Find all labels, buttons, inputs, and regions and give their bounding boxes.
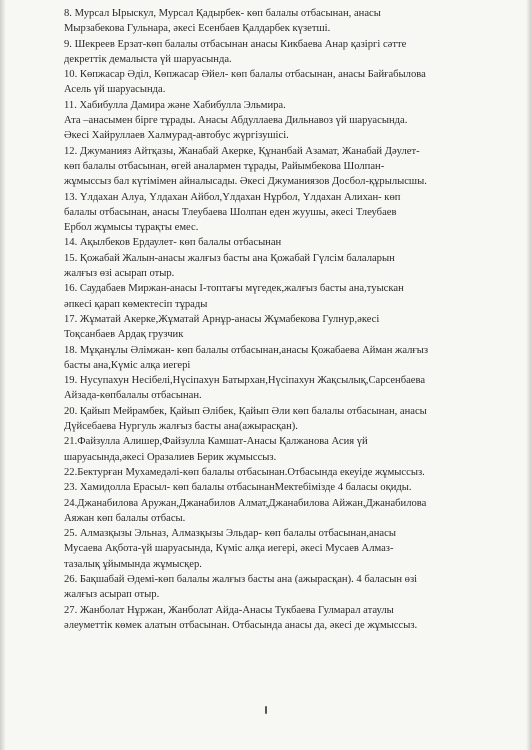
entry-line: Мусаева Ақбота-үй шаруасында, Күміс алқа иегері, әкесі Мусаев Алмаз- — [64, 543, 394, 555]
entry-line: 25. Алмазқызы Эльназ, Алмазқызы Эльдар- көп балалы отбасынан,анасы — [64, 528, 396, 540]
entry-line: Әкесі Хайруллаев Халмурад-автобус жүргізушісі. — [64, 130, 289, 142]
list-entry — [64, 251, 504, 282]
entry-line: 18. Мұқанұлы Әлімжан- көп балалы отбасынан,анасы Қожабаева Айман жалғыз — [64, 344, 429, 356]
scan-mark — [265, 706, 267, 714]
list-entry — [64, 404, 504, 435]
entry-line: Аяжан көп балалы отбасы. — [64, 512, 186, 524]
entry-line: 23. Хамидолла Ерасыл- көп балалы отбасынанМектебімізде 4 баласы оқиды. — [64, 482, 412, 494]
list-entry — [64, 312, 504, 343]
entry-line: әпкесі қарап көмектесіп тұрады — [64, 298, 208, 310]
entry-line: 16. Саудабаев Миржан-анасы І-топтағы мүгедек,жалғыз басты ана,туыскан — [64, 283, 404, 295]
entry-line: Ата –анасымен бірге тұрады. Анасы Абдуллаева Дильнавоз үй шаруасында. — [64, 115, 408, 127]
entry-line: жалғыз асырап отыр. — [64, 589, 160, 601]
entry-line: басты ана,Күміс алқа иегері — [64, 359, 191, 371]
entry-line: 15. Қожабай Жалын-анасы жалғыз басты ана Қожабай Гүлсім балаларын — [64, 252, 395, 264]
scan-shadow-left — [0, 0, 6, 750]
list-entry — [64, 6, 504, 37]
entry-line: 26. Бақшабай Әдемі-көп балалы жалғыз басты ана (ажырасқан). 4 баласын өзі — [64, 573, 418, 585]
entry-line: жұмыссыз бал күтімімен айналысады. Әкесі Джуманиязов Досбол-құрылысшы. — [64, 176, 427, 188]
entry-line: 14. Ақылбеков Ердаулет- көп балалы отбасынан — [64, 237, 282, 249]
entry-line: 10. Көпжасар Әділ, Көпжасар Әйел- көп балалы отбасынан, анасы Байғабылова — [64, 69, 426, 81]
entry-line: Мырзабекова Гульнара, әкесі Есенбаев Қалдарбек күзетші. — [64, 23, 331, 35]
entry-line: 22.Бектурған Мухамедәлі-көп балалы отбасынан.Отбасында екеуіде жұмыссыз. — [64, 466, 425, 478]
entry-line: көп балалы отбасынан, өгей аналармен тұрады, Райымбекова Шолпан- — [64, 160, 385, 172]
entry-line: 12. Джуманияз Айтқазы, Жанабай Акерке, Құнанбай Азамат, Жанабай Дәулет- — [64, 145, 420, 157]
entry-line: Ербол жұмысы тұрақты емес. — [64, 222, 199, 234]
entry-line: 20. Қайып Мейрамбек, Қайып Әлібек, Қайып Әли көп балалы отбасынан, анасы — [64, 405, 427, 417]
entry-line: 27. Жанболат Нұржан, Жанболат Айда-Анасы Тукбаева Гулмарал атаулы — [64, 604, 394, 616]
entry-line: Асель үй шаруасында. — [64, 84, 166, 96]
entry-line: 21.Файзулла Алишер,Файзулла Камшат-Анасы Қалжанова Асия үй — [64, 436, 368, 448]
entry-line: Дүйсебаева Нургуль жалғыз басты ана(ажырасқан). — [64, 421, 298, 433]
document-body — [64, 6, 504, 633]
list-entry — [64, 572, 504, 603]
list-entry — [64, 281, 504, 312]
entry-line: 8. Мурсал Ырыскул, Мурсал Қадырбек- көп балалы отбасынан, анасы — [64, 8, 381, 19]
entry-line: 11. Хабибулла Дамира және Хабибулла Эльмира. — [64, 99, 286, 111]
list-entry — [64, 343, 504, 374]
list-entry — [64, 496, 504, 527]
list-entry — [64, 37, 504, 68]
list-entry — [64, 144, 504, 190]
list-entry — [64, 603, 504, 634]
entry-line: 24.Джанабилова Аружан,Джанабилов Алмат,Джанабилова Айжан,Джанабилова — [64, 497, 427, 509]
list-entry — [64, 373, 504, 404]
entry-line: декреттік демалыста үй шаруасында. — [64, 53, 232, 65]
entry-line: 13. Үлдахан Алуа, Үлдахан Айбол,Үлдахан Нұрбол, Үлдахан Алихан- көп — [64, 191, 401, 203]
entry-line: тазалық ұйымында жұмысқер. — [64, 558, 202, 570]
entry-line: әлеуметтік көмек алатын отбасынан. Отбасында анасы да, әкесі де жұмыссыз. — [64, 619, 418, 631]
list-entry — [64, 190, 504, 236]
list-entry — [64, 434, 504, 465]
list-entry — [64, 98, 504, 144]
entry-line: 9. Шекреев Ерзат-көп балалы отбасынан анасы Кикбаева Анар қазіргі сәтте — [64, 38, 407, 50]
list-entry — [64, 526, 504, 572]
entry-line: 17. Жұматай Акерке,Жұматай Арнұр-анасы Жұмабекова Гулнур,әкесі — [64, 313, 380, 325]
entry-line: жалғыз өзі асырап отыр. — [64, 268, 175, 280]
entry-line: Айзада-көпбалалы отбасынан. — [64, 390, 202, 402]
entry-line: Тоқсанбаев Ардақ грузчик — [64, 329, 184, 341]
list-entry — [64, 480, 504, 495]
entry-line: 19. Нусупахун Несібелі,Нүсіпахун Батырхан,Нүсіпахун Жақсылық,Сарсенбаева — [64, 375, 426, 387]
scan-shadow-right — [526, 0, 531, 750]
entry-line: шаруасында,әкесі Оразалиев Берик жұмыссыз. — [64, 451, 277, 463]
list-entry — [64, 67, 504, 98]
list-entry — [64, 465, 504, 480]
list-entry — [64, 235, 504, 250]
entry-line: балалы отбасынан, анасы Тлеубаева Шолпан еден жуушы, әкесі Тлеубаев — [64, 206, 397, 218]
